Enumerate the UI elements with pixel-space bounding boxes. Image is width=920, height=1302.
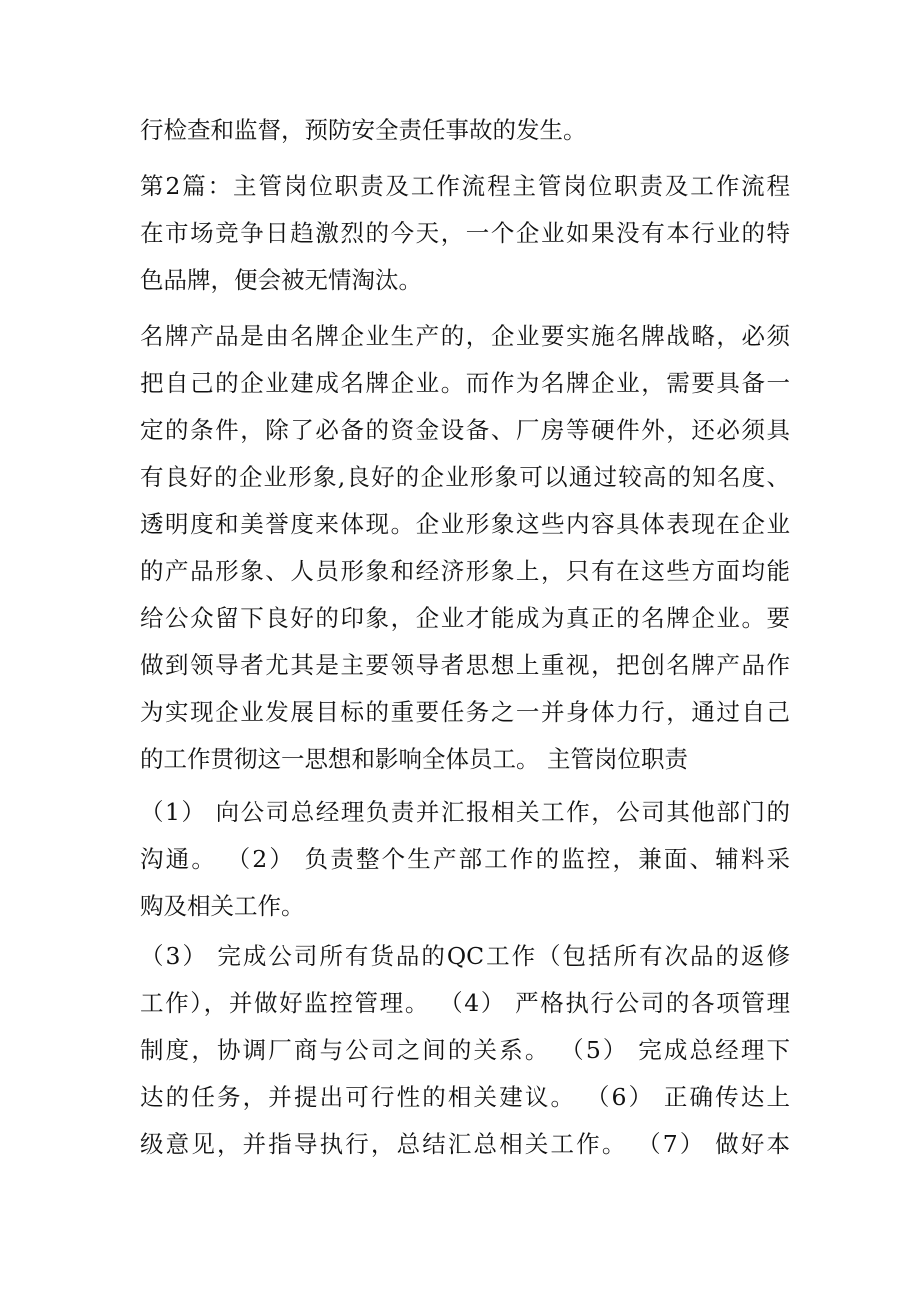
text-line-3: 在市场竞争日趋激烈的今天，一个企业如果没有本行业的特 xyxy=(140,219,790,247)
text-line-6: 把自己的企业建成名牌企业。而作为名牌企业，需要具备一 xyxy=(140,369,790,397)
text-line-5: 名牌产品是由名牌企业生产的，企业要实施名牌战略，必须 xyxy=(140,322,790,350)
text-line-21: 达的任务，并提出可行性的相关建议。 （6） 正确传达上 xyxy=(140,1083,790,1111)
text-line-15: （1） 向公司总经理负责并汇报相关工作，公司其他部门的 xyxy=(140,798,790,826)
text-line-22: 级意见，并指导执行，总结汇总相关工作。 （7） 做好本 xyxy=(140,1130,790,1158)
text-line-11: 给公众留下良好的印象，企业才能成为真正的名牌企业。要 xyxy=(140,604,790,632)
text-line-10: 的产品形象、人员形象和经济形象上，只有在这些方面均能 xyxy=(140,557,790,585)
text-line-17: 购及相关工作。 xyxy=(140,892,305,920)
text-line-9: 透明度和美誉度来体现。企业形象这些内容具体表现在企业 xyxy=(140,510,790,538)
text-line-20: 制度，协调厂商与公司之间的关系。 （5） 完成总经理下 xyxy=(140,1036,790,1064)
text-line-16: 沟通。 （2） 负责整个生产部工作的监控，兼面、辅料采 xyxy=(140,845,790,873)
text-line-14: 的工作贯彻这一思想和影响全体员工。 主管岗位职责 xyxy=(140,745,688,773)
text-line-4: 色品牌，便会被无情淘汰。 xyxy=(140,266,422,294)
text-line-12: 做到领导者尤其是主要领导者思想上重视，把创名牌产品作 xyxy=(140,651,790,679)
text-line-18: （3） 完成公司所有货品的QC工作（包括所有次品的返修 xyxy=(140,942,790,970)
text-line-7: 定的条件，除了必备的资金设备、厂房等硬件外，还必须具 xyxy=(140,416,790,444)
text-line-2: 第2篇：主管岗位职责及工作流程主管岗位职责及工作流程 xyxy=(140,172,790,200)
text-line-19: 工作），并做好监控管理。 （4） 严格执行公司的各项管理 xyxy=(140,989,790,1017)
text-line-8: 有良好的企业形象,良好的企业形象可以通过较高的知名度、 xyxy=(140,463,790,491)
text-line-13: 为实现企业发展目标的重要任务之一并身体力行，通过自己 xyxy=(140,698,790,726)
text-line-1: 行检查和监督，预防安全责任事故的发生。 xyxy=(140,116,587,144)
